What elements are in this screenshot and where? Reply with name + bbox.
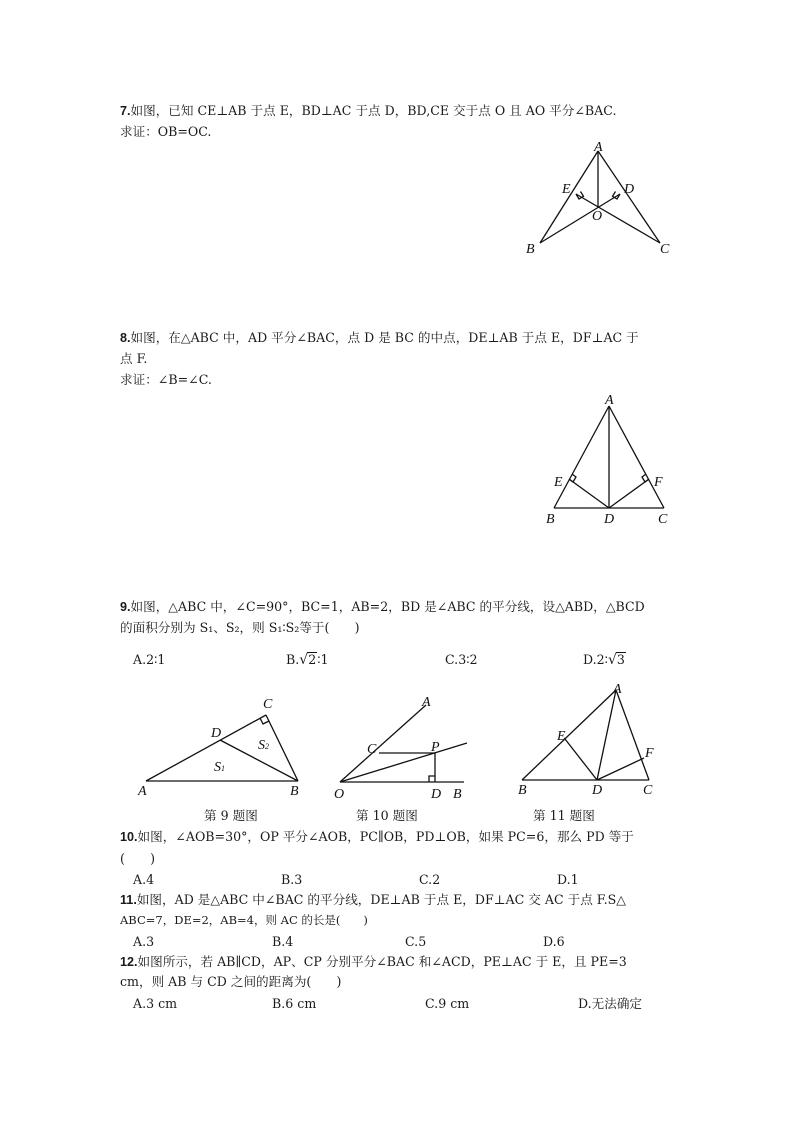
q11-label-a: A <box>613 682 622 697</box>
q7-figure <box>520 138 680 258</box>
q7-label-d: D <box>624 182 635 197</box>
q11-line2: ABC=7，DE=2，AB=4，则 AC 的长是( ) <box>120 913 368 927</box>
q10-right-angle-d <box>429 776 435 782</box>
q8-label-c: C <box>658 512 668 527</box>
q7-line1: 7.如图，已知 CE⊥AB 于点 E，BD⊥AC 于点 D，BD,CE 交于点 O 且 AO 平分∠BAC. <box>120 103 617 118</box>
q7-segment-ce <box>576 194 660 243</box>
q9-side-cb <box>266 715 298 781</box>
q11-option-b[interactable]: B.4 <box>272 934 294 949</box>
q12-line1: 12.如图所示，若 AB∥CD，AP、CP 分别平分∠BAC 和∠ACD，PE⊥AC 于 E，且 PE=3 <box>120 954 627 969</box>
q7-label-c: C <box>660 242 670 257</box>
q8-side-ac <box>609 406 664 508</box>
q9-figure <box>136 695 311 805</box>
q8-figure <box>540 390 680 530</box>
q11-side-ab <box>522 690 616 780</box>
q11-segment-ad <box>597 690 616 780</box>
q8-label-f: F <box>654 475 663 490</box>
q8-side-ab <box>554 406 609 508</box>
q11-segment-de <box>565 739 597 780</box>
q9-line2: 的面积分别为 S₁、S₂，则 S₁∶S₂等于( ) <box>120 620 360 635</box>
q11-option-c[interactable]: C.5 <box>405 934 427 949</box>
q7-side-ac <box>598 151 660 243</box>
q9-label-c: C <box>263 697 273 712</box>
q9-option-d[interactable]: D.2∶√3 <box>583 652 625 668</box>
q9-label-s1: S1 <box>214 760 225 775</box>
q9-option-b[interactable]: B.√2∶1 <box>286 652 329 668</box>
q11-figure <box>512 680 662 804</box>
q8-segment-de <box>569 479 609 508</box>
q10-ray-op <box>340 743 467 782</box>
q12-option-a[interactable]: A.3 cm <box>133 996 178 1011</box>
q11-caption: 第 11 题图 <box>533 808 595 823</box>
q7-side-ab <box>540 151 598 243</box>
q8-label-d: D <box>604 512 615 527</box>
sqrt-icon: √ <box>299 652 309 668</box>
q10-label-a: A <box>422 695 431 710</box>
q9-label-d: D <box>211 726 222 741</box>
q12-option-d[interactable]: D.无法确定 <box>578 996 643 1011</box>
q9-side-ac <box>146 715 266 781</box>
q12-option-b[interactable]: B.6 cm <box>272 996 317 1011</box>
q10-label-p: P <box>431 740 440 755</box>
q10-ray-oa <box>340 705 426 782</box>
q10-caption: 第 10 题图 <box>356 808 418 823</box>
q7-label-o: O <box>592 209 603 224</box>
q12-option-c[interactable]: C.9 cm <box>425 996 470 1011</box>
q8-segment-df <box>609 479 649 508</box>
sqrt-icon: √ <box>607 652 617 668</box>
q11-side-ac <box>616 690 649 780</box>
q11-label-e: E <box>557 729 566 744</box>
q10-line2: ( ) <box>120 851 156 866</box>
q10-option-b[interactable]: B.3 <box>281 872 303 887</box>
q11-segment-df <box>597 758 644 780</box>
q11-option-a[interactable]: A.3 <box>133 934 155 949</box>
q7-segment-bd <box>540 194 620 243</box>
q10-option-a[interactable]: A.4 <box>133 872 155 887</box>
q8-label-b: B <box>546 512 555 527</box>
q8-line1: 8.如图，在△ABC 中，AD 平分∠BAC，点 D 是 BC 的中点，DE⊥AB 于点 E，DF⊥AC 于 <box>120 330 639 345</box>
q10-figure <box>330 692 475 804</box>
q7-label-b: B <box>526 242 535 257</box>
q10-label-o: O <box>334 787 345 802</box>
q9-label-a: A <box>138 784 147 799</box>
q11-label-d: D <box>592 783 603 798</box>
q12-line2: cm，则 AB 与 CD 之间的距离为( ) <box>120 974 342 989</box>
q8-line3: 求证：∠B=∠C. <box>120 372 212 387</box>
q9-option-c[interactable]: C.3∶2 <box>445 652 478 667</box>
q10-option-d[interactable]: D.1 <box>557 872 579 887</box>
q10-line1: 10.如图，∠AOB=30°，OP 平分∠AOB，PC∥OB，PD⊥OB，如果 PC=6，那么 PD 等于 <box>120 829 634 844</box>
q11-label-f: F <box>645 746 654 761</box>
q9-line1: 9.如图，△ABC 中，∠C=90°，BC=1，AB=2，BD 是∠ABC 的平分线，设△ABD，△BCD <box>120 599 645 614</box>
q10-option-c[interactable]: C.2 <box>419 872 441 887</box>
q10-label-d: D <box>431 787 442 802</box>
q7-label-e: E <box>562 182 571 197</box>
q7-line2: 求证：OB=OC. <box>120 124 212 139</box>
q9-caption: 第 9 题图 <box>204 808 258 823</box>
q11-label-b: B <box>518 783 527 798</box>
q10-label-b: B <box>453 787 462 802</box>
q11-label-c: C <box>643 783 653 798</box>
q9-option-a[interactable]: A.2∶1 <box>133 652 166 667</box>
q8-line2: 点 F. <box>120 351 148 366</box>
q9-label-b: B <box>290 784 299 799</box>
q7-label-a: A <box>594 140 603 155</box>
q8-label-e: E <box>554 475 563 490</box>
q9-label-s2: S2 <box>258 738 269 753</box>
q10-label-c: C <box>367 742 377 757</box>
q11-line1: 11.如图，AD 是△ABC 中∠BAC 的平分线，DE⊥AB 于点 E，DF⊥AC 交 AC 于点 F.S△ <box>120 892 626 907</box>
q11-option-d[interactable]: D.6 <box>543 934 565 949</box>
q8-label-a: A <box>605 393 614 408</box>
